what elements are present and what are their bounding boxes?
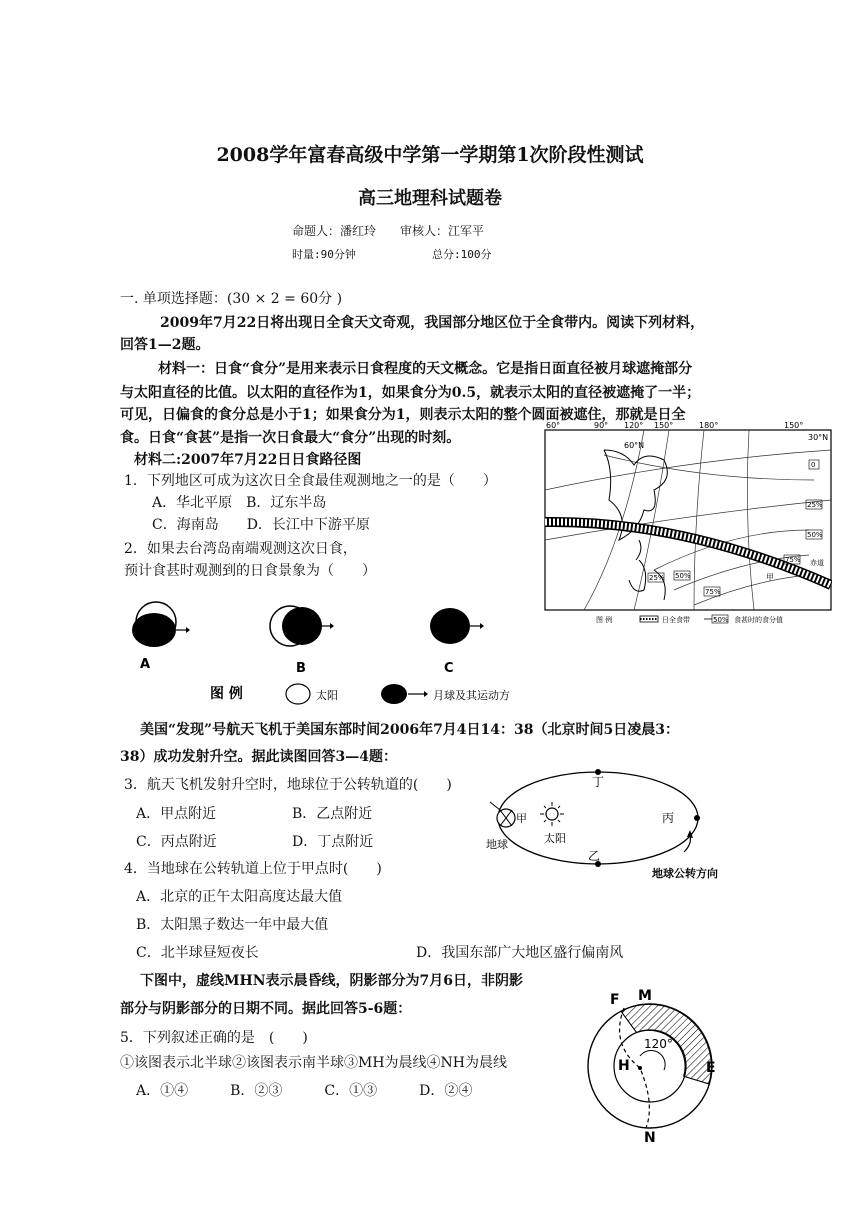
label-e: E <box>706 1060 716 1076</box>
section-heading: 一. 单项选择题：(30 × 2 = 60分 ) <box>120 291 343 307</box>
orbit-label-earth: 地球 <box>486 838 508 851</box>
magnitude-label: 50% <box>807 531 823 539</box>
option-label: A <box>140 657 151 672</box>
q2-stem-1: 2．如果去台湾岛南端观测这次日食， <box>124 541 357 557</box>
passage2-line-2: 38）成功发射升空。据此读图回答3—4题： <box>120 749 397 765</box>
map-legend-magnitude: 食甚时的食分值 <box>734 616 783 624</box>
eclipse-legend-moon: 月球及其运动方 <box>433 689 510 702</box>
label-m: M <box>638 988 652 1004</box>
magnitude-label: 0 <box>811 461 816 469</box>
option-label: B <box>296 661 306 676</box>
q5-stem: 5．下列叙述正确的是 ( ) <box>120 1030 308 1046</box>
q2-stem-2: 预计食甚时观测到的日食景象为（ ） <box>124 563 376 579</box>
label-h: H <box>618 1058 630 1074</box>
page-title: 2008学年富春高级中学第一学期第1次阶段性测试 <box>216 144 644 166</box>
intro-line-1: 2009年7月22日将出现日全食天文奇观，我国部分地区位于全食带内。阅读下列材料， <box>160 315 705 331</box>
q1-options-ab: A．华北平原 B．辽东半岛 <box>152 495 327 511</box>
orbit-label-direction: 地球公转方向 <box>652 867 718 880</box>
q3-option-c: C．丙点附近 <box>136 834 217 850</box>
eclipse-option-c <box>430 608 484 676</box>
intro-line-2: 回答1—2题。 <box>120 337 210 353</box>
page-subtitle: 高三地理科试题卷 <box>358 188 502 209</box>
q3-option-a: A．甲点附近 <box>136 806 217 822</box>
eclipse-option-a <box>132 602 190 672</box>
q4-option-b: B．太阳黑子数达一年中最大值 <box>136 917 329 933</box>
material2-caption: 材料二:2007年7月22日日食路径图 <box>134 452 362 468</box>
q1-stem: 1．下列地区可成为这次日全食最佳观测地之一的是（ ） <box>124 473 497 489</box>
label-f: F <box>610 992 620 1008</box>
eclipse-path-map <box>544 420 832 630</box>
polar-view-diagram <box>580 984 730 1144</box>
option-label: C <box>444 661 454 676</box>
equator-label: 赤道 <box>810 559 824 567</box>
earth-orbit-diagram <box>478 764 728 884</box>
magnitude-label: 25% <box>807 501 823 509</box>
orbit-label-yi: 乙 <box>588 849 601 863</box>
angle-label: 120° <box>644 1037 673 1051</box>
orbit-label-ding: 丁 <box>592 775 605 789</box>
map-legend-box: 50% <box>713 616 729 624</box>
q3-stem: 3．航天飞机发射升空时，地球位于公转轨道的( ) <box>124 777 452 793</box>
lon-label: 150° <box>784 421 804 430</box>
magnitude-label: 75% <box>785 556 801 564</box>
map-legend-total: 日全食带 <box>662 616 690 624</box>
label-n: N <box>644 1130 656 1144</box>
eclipse-legend-title: 图 例 <box>210 686 243 702</box>
q4-option-d: D．我国东部广大地区盛行偏南风 <box>416 945 624 961</box>
lon-label: 60° <box>546 421 561 430</box>
lon-label: 150° <box>654 421 674 430</box>
lat-label: 30°N <box>808 433 829 442</box>
eclipse-legend-sun: 太阳 <box>316 689 338 702</box>
lon-label: 120° <box>624 421 644 430</box>
orbit-label-sun: 太阳 <box>544 832 566 845</box>
eclipse-options-figure <box>128 596 548 706</box>
magnitude-label: 25% <box>649 574 665 582</box>
q4-stem: 4．当地球在公转轨道上位于甲点时( ) <box>124 861 382 877</box>
author-line: 命题人：潘红玲 审核人：江军平 <box>292 224 485 238</box>
q4-option-c: C．北半球昼短夜长 <box>136 945 259 961</box>
time-limit: 时量:90分钟 <box>292 248 356 261</box>
orbit-label-bing: 丙 <box>662 811 675 825</box>
material1-line-4: 食。日食“食甚”是指一次日食最大“食分”出现的时刻。 <box>120 430 461 446</box>
passage2-line-1: 美国“发现”号航天飞机于美国东部时间2006年7月4日14：38（北京时间5日凌晨3： <box>140 722 679 738</box>
map-legend-title: 图 例 <box>596 616 613 624</box>
material1-line-2: 与太阳直径的比值。以太阳的直径作为1，如果食分为0.5，就表示太阳的直径被遮掩了一半； <box>120 385 701 401</box>
material1-line-3: 可见，日偏食的食分总是小于1；如果食分为1，则表示太阳的整个圆面被遮住，那就是日全 <box>120 407 686 423</box>
eclipse-option-b <box>270 606 334 676</box>
sun-icon <box>546 808 558 820</box>
material1-line-1: 材料一：日食“食分”是用来表示日食程度的天文概念。它是指日面直径被月球遮掩部分 <box>158 361 693 377</box>
magnitude-label: 75% <box>705 588 721 596</box>
place-label: 甲 <box>766 573 774 582</box>
lat-label: 60°N <box>624 441 645 450</box>
lon-label: 180° <box>699 421 719 430</box>
q4-option-a: A．北京的正午太阳高度达最大值 <box>136 889 343 905</box>
sun-legend-icon <box>286 684 310 704</box>
passage3-line-2: 部分与阴影部分的日期不同。据此回答5-6题： <box>120 1001 412 1017</box>
moon-legend-icon <box>381 684 407 704</box>
orbit-label-jia: 甲 <box>516 812 527 825</box>
magnitude-label: 50% <box>675 572 691 580</box>
total-score: 总分:100分 <box>432 248 492 261</box>
q5-options: A．①④ B．②③ C．①③ D．②④ <box>136 1083 473 1099</box>
q1-options-cd: C．海南岛 D．长江中下游平原 <box>152 517 370 533</box>
passage3-line-1: 下图中，虚线MHN表示晨昏线，阴影部分为7月6日，非阴影 <box>140 973 524 989</box>
lon-label: 90° <box>594 421 609 430</box>
q3-option-b: B．乙点附近 <box>292 806 373 822</box>
q5-statements: ①该图表示北半球②该图表示南半球③MH为晨线④NH为晨线 <box>120 1055 508 1071</box>
q3-option-d: D．丁点附近 <box>292 834 374 850</box>
